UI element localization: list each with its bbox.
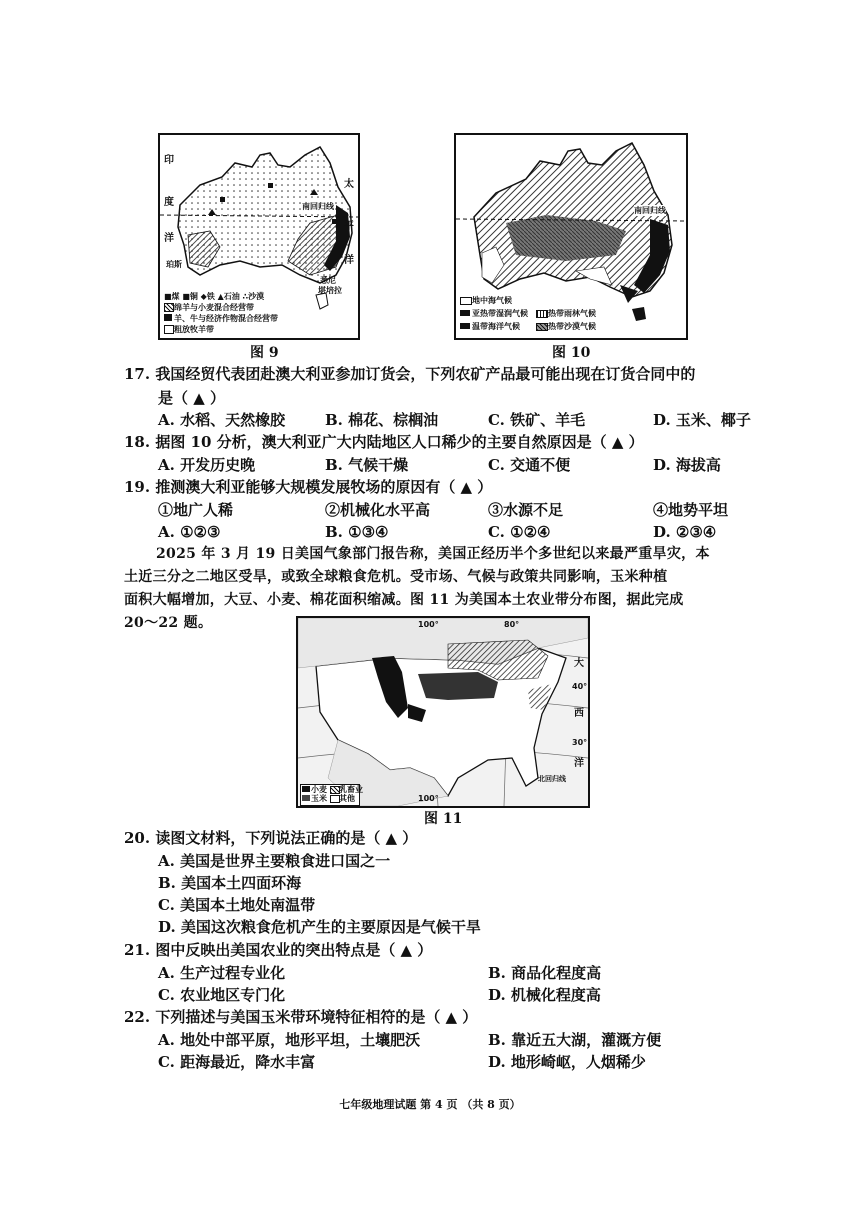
legend-10-0: 地中海气候 bbox=[472, 296, 512, 305]
figure-9-map bbox=[158, 133, 360, 340]
question-20: 20. 读图文材料，下列说法正确的是（ ▲ ） bbox=[124, 829, 418, 847]
tasmania-10 bbox=[632, 307, 646, 321]
q19-item-1: ①地广人稀 bbox=[158, 501, 234, 519]
passage-line-4: 20～22 题。 bbox=[124, 615, 213, 631]
q17-option-a[interactable]: A. 水稻、天然橡胶 bbox=[158, 411, 286, 429]
question-17: 17. 我国经贸代表团赴澳大利亚参加订货会，下列农矿产品最可能出现在订货合同中的 bbox=[124, 365, 696, 383]
label-pacific-3: 洋 bbox=[344, 255, 354, 266]
label-tropic-9: 南回归线 bbox=[302, 202, 334, 211]
legend-11-corn: 玉米 bbox=[311, 794, 327, 803]
q21-option-d[interactable]: D. 机械化程度高 bbox=[488, 986, 601, 1004]
legend-11-other: 其他 bbox=[339, 794, 355, 803]
legend-10-swatch-2 bbox=[536, 310, 548, 318]
label-pacific-1: 太 bbox=[344, 179, 354, 190]
q22-option-c[interactable]: C. 距海最近，降水丰富 bbox=[158, 1053, 316, 1071]
q22-option-b[interactable]: B. 靠近五大湖，灌溉方便 bbox=[488, 1031, 662, 1049]
legend-swatch-white bbox=[164, 325, 174, 334]
passage-line-2: 土近三分之二地区受旱，或致全球粮食危机。受市场、气候与政策共同影响，玉米种植 bbox=[124, 569, 668, 585]
question-17-cont: 是（ ▲ ） bbox=[158, 389, 225, 407]
label-100deg-bottom: 100° bbox=[418, 794, 439, 803]
q18-option-a[interactable]: A. 开发历史晚 bbox=[158, 456, 256, 474]
label-100deg-top: 100° bbox=[418, 620, 439, 629]
legend-10-swatch-1 bbox=[460, 310, 470, 316]
q19-option-d[interactable]: D. ②③④ bbox=[653, 523, 717, 541]
q20-option-c[interactable]: C. 美国本土地处南温带 bbox=[158, 896, 316, 914]
label-tropic-11: 北回归线 bbox=[538, 775, 566, 783]
legend-10-2: 热带雨林气候 bbox=[548, 309, 596, 318]
q18-option-b[interactable]: B. 气候干燥 bbox=[325, 456, 409, 474]
q17-option-b[interactable]: B. 棉花、棕榈油 bbox=[325, 411, 439, 429]
label-indian-1: 印 bbox=[164, 155, 174, 166]
q20-option-d[interactable]: D. 美国这次粮食危机产生的主要原因是气候干旱 bbox=[158, 918, 481, 936]
legend-10-swatch-4 bbox=[536, 323, 548, 331]
q21-option-a[interactable]: A. 生产过程专业化 bbox=[158, 964, 286, 982]
q19-option-a[interactable]: A. ①②③ bbox=[158, 523, 221, 541]
q20-option-a[interactable]: A. 美国是世界主要粮食进口国之一 bbox=[158, 852, 391, 870]
passage-line-3: 面积大幅增加，大豆、小麦、棉花面积缩减。图 11 为美国本土农业带分布图，据此完成 bbox=[124, 592, 684, 608]
label-tropic-10: 南回归线 bbox=[634, 206, 666, 215]
q21-option-b[interactable]: B. 商品化程度高 bbox=[488, 964, 602, 982]
question-22: 22. 下列描述与美国玉米带环境特征相符的是（ ▲ ） bbox=[124, 1008, 478, 1026]
label-atlantic-1: 大 bbox=[574, 658, 584, 669]
label-80deg: 80° bbox=[504, 620, 520, 629]
label-canberra: 堪培拉 bbox=[318, 286, 342, 295]
figure-11-caption: 图 11 bbox=[424, 811, 463, 827]
q19-option-b[interactable]: B. ①③④ bbox=[325, 523, 389, 541]
label-40deg: 40° bbox=[572, 682, 588, 691]
page-footer: 七年级地理试题 第 4 页 （共 8 页） bbox=[339, 1098, 521, 1111]
legend-11-wheat: 小麦 bbox=[311, 785, 327, 794]
passage-line-1: 2025 年 3 月 19 日美国气象部门报告称，美国正经历半个多世纪以来最严重旱灾，本 bbox=[156, 546, 710, 562]
q19-item-2: ②机械化水平高 bbox=[325, 501, 431, 519]
legend-10-4: 热带沙漠气候 bbox=[548, 322, 596, 331]
q19-option-c[interactable]: C. ①②④ bbox=[488, 523, 551, 541]
figure-10-map bbox=[454, 133, 688, 340]
q17-option-d[interactable]: D. 玉米、椰子 bbox=[653, 411, 751, 429]
q22-option-a[interactable]: A. 地处中部平原，地形平坦，土壤肥沃 bbox=[158, 1031, 421, 1049]
q19-item-4: ④地势平坦 bbox=[653, 501, 729, 519]
label-atlantic-3: 洋 bbox=[574, 758, 584, 769]
label-indian-2: 度 bbox=[164, 197, 174, 208]
figure-9-caption: 图 9 bbox=[250, 345, 279, 361]
q18-option-d[interactable]: D. 海拔高 bbox=[653, 456, 721, 474]
legend-10-swatch-3 bbox=[460, 323, 470, 329]
q19-item-3: ③水源不足 bbox=[488, 501, 564, 519]
q17-option-c[interactable]: C. 铁矿、羊毛 bbox=[488, 411, 586, 429]
q22-option-d[interactable]: D. 地形崎岖，人烟稀少 bbox=[488, 1053, 646, 1071]
q18-option-c[interactable]: C. 交通不便 bbox=[488, 456, 571, 474]
q21-option-c[interactable]: C. 农业地区专门化 bbox=[158, 986, 286, 1004]
legend-9-3: 粗放牧羊带 bbox=[174, 325, 214, 334]
legend-swatch-hatch bbox=[164, 303, 174, 312]
label-pacific-2: 平 bbox=[344, 221, 354, 232]
question-19: 19. 推测澳大利亚能够大规模发展牧场的原因有（ ▲ ） bbox=[124, 478, 493, 496]
legend-11-dairy: 乳畜业 bbox=[339, 785, 363, 794]
label-sydney: 悉尼 bbox=[320, 276, 336, 285]
figure-11-map bbox=[296, 616, 590, 808]
question-21: 21. 图中反映出美国农业的突出特点是（ ▲ ） bbox=[124, 941, 433, 959]
figure-10-caption: 图 10 bbox=[552, 345, 591, 361]
legend-10-swatch-0 bbox=[460, 297, 472, 305]
legend-9-2: 羊、牛与经济作物混合经营带 bbox=[174, 314, 278, 323]
legend-11-swatch-corn bbox=[302, 795, 310, 801]
corn-belt bbox=[418, 672, 498, 700]
label-indian-3: 洋 bbox=[164, 233, 174, 244]
question-18: 18. 据图 10 分析，澳大利亚广大内陆地区人口稀少的主要自然原因是（ ▲ ） bbox=[124, 433, 644, 451]
label-30deg: 30° bbox=[572, 738, 588, 747]
legend-swatch-black bbox=[164, 314, 172, 321]
q20-option-b[interactable]: B. 美国本土四面环海 bbox=[158, 874, 302, 892]
legend-10-1: 亚热带湿润气候 bbox=[472, 309, 528, 318]
legend-9-0: ■煤 ■铜 ◆铁 ▲石油 ∴沙漠 bbox=[164, 292, 265, 301]
label-atlantic-2: 西 bbox=[574, 708, 584, 719]
label-perth: 珀斯 bbox=[166, 260, 182, 269]
legend-11-swatch-wheat bbox=[302, 786, 310, 792]
legend-10-3: 温带海洋气候 bbox=[472, 322, 520, 331]
legend-9-1: 绵羊与小麦混合经营带 bbox=[174, 303, 254, 312]
